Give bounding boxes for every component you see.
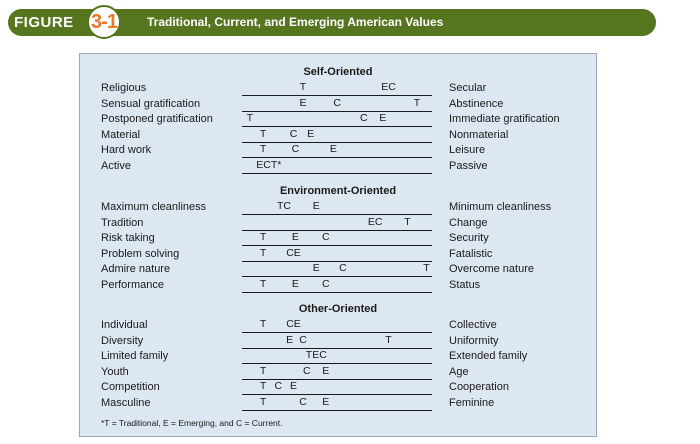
- value-scale-line: [242, 247, 432, 262]
- scale-marker: EC: [381, 81, 396, 93]
- scale-marker: T: [259, 380, 267, 392]
- value-scale-line: [242, 81, 432, 96]
- value-scale-line: [242, 262, 432, 277]
- left-value-label: Material: [101, 128, 141, 141]
- value-scale-line: [242, 231, 432, 246]
- left-value-label: Postponed gratification: [101, 113, 213, 125]
- right-value-label: Change: [449, 216, 488, 229]
- right-value-label: Fatalistic: [449, 247, 493, 260]
- right-value-label: Secular: [449, 82, 487, 94]
- scale-marker: C: [333, 96, 341, 109]
- right-value-label: Cooperation: [449, 381, 509, 393]
- scale-marker: C: [299, 333, 307, 346]
- right-value-label: Status: [449, 278, 481, 291]
- scale-marker: C: [291, 143, 300, 155]
- right-value-label: Overcome nature: [449, 263, 534, 275]
- right-value-label: Age: [449, 365, 469, 378]
- right-value-label: Abstinence: [449, 97, 504, 110]
- value-scale-line: [242, 200, 432, 215]
- left-value-label: Religious: [101, 82, 147, 94]
- right-value-label: Extended family: [449, 350, 528, 362]
- scale-marker: EC: [367, 215, 383, 228]
- left-value-label: Competition: [101, 381, 160, 393]
- scale-marker: T: [385, 333, 392, 346]
- scale-marker: E: [379, 112, 387, 124]
- scale-marker: E: [312, 200, 320, 212]
- figure-label: FIGURE: [14, 14, 74, 31]
- left-value-label: Performance: [101, 278, 164, 291]
- scale-marker: E: [329, 143, 337, 155]
- left-value-label: Individual: [101, 319, 148, 331]
- right-value-label: Security: [449, 232, 489, 244]
- value-scale-line: [242, 216, 432, 231]
- scale-marker: C: [322, 277, 330, 290]
- left-value-label: Limited family: [101, 350, 169, 362]
- section-title: Environment-Oriented: [279, 185, 397, 197]
- scale-marker: C: [303, 364, 311, 377]
- scale-marker: T: [259, 231, 267, 243]
- right-value-label: Passive: [449, 159, 488, 172]
- value-scale-line: [242, 396, 432, 411]
- scale-marker: T: [259, 127, 267, 140]
- left-value-label: Problem solving: [101, 247, 180, 260]
- scale-marker: CE: [286, 246, 301, 259]
- scale-marker: C: [339, 262, 347, 274]
- scale-marker: E: [289, 380, 298, 392]
- scale-marker: TEC: [305, 349, 327, 361]
- left-value-label: Tradition: [101, 216, 144, 229]
- section-title: Other-Oriented: [298, 303, 378, 315]
- value-scale-line: [242, 318, 432, 333]
- left-value-label: Masculine: [101, 396, 151, 409]
- value-scale-line: [242, 334, 432, 349]
- right-value-label: Uniformity: [449, 334, 499, 347]
- scale-marker: E: [312, 262, 320, 274]
- scale-marker: T: [413, 96, 421, 109]
- scale-marker: T: [299, 81, 307, 93]
- right-value-label: Collective: [449, 319, 497, 331]
- value-scale-line: [242, 112, 432, 127]
- scale-marker: C: [322, 231, 330, 243]
- scale-marker: E: [322, 364, 330, 377]
- value-scale-line: [242, 365, 432, 380]
- figure-number-badge: [87, 5, 121, 39]
- value-scale-line: [242, 97, 432, 112]
- scale-marker: T: [423, 262, 430, 274]
- scale-marker: E: [307, 127, 315, 140]
- scale-marker: E: [322, 395, 330, 408]
- figure-number: 3-1: [91, 11, 117, 33]
- right-value-label: Nonmaterial: [449, 128, 509, 141]
- figure-title: Traditional, Current, and Emerging American Values: [147, 15, 444, 29]
- scale-marker: T: [259, 318, 267, 330]
- scale-marker: T: [259, 277, 267, 290]
- left-value-label: Active: [101, 159, 131, 172]
- scale-marker: E: [291, 277, 299, 290]
- value-scale-line: [242, 159, 432, 174]
- scale-marker: E: [286, 333, 294, 346]
- values-table-panel: [79, 53, 597, 437]
- scale-marker: C: [289, 127, 298, 140]
- scale-marker: C: [274, 380, 283, 392]
- right-value-label: Leisure: [449, 144, 486, 156]
- footnote: *T = Traditional, E = Emerging, and C = Current.: [101, 418, 283, 428]
- left-value-label: Sensual gratification: [101, 97, 201, 110]
- scale-marker: E: [299, 96, 307, 109]
- scale-marker: C: [360, 112, 368, 124]
- value-scale-line: [242, 278, 432, 293]
- left-value-label: Diversity: [101, 334, 144, 347]
- value-scale-line: [242, 143, 432, 158]
- value-scale-line: [242, 380, 432, 395]
- right-value-label: Minimum cleanliness: [449, 201, 552, 213]
- left-value-label: Risk taking: [101, 232, 155, 244]
- scale-marker: C: [299, 395, 307, 408]
- left-value-label: Maximum cleanliness: [101, 201, 207, 213]
- scale-marker: T: [259, 246, 267, 259]
- section-title: Self-Oriented: [303, 66, 373, 78]
- scale-marker: CE: [286, 318, 301, 330]
- scale-marker: T: [259, 364, 267, 377]
- scale-marker: T: [404, 215, 411, 228]
- value-scale-line: [242, 349, 432, 364]
- right-value-label: Feminine: [449, 396, 495, 409]
- left-value-label: Hard work: [101, 144, 152, 156]
- scale-marker: T: [259, 395, 267, 408]
- value-scale-line: [242, 128, 432, 143]
- left-value-label: Youth: [101, 365, 129, 378]
- right-value-label: Immediate gratification: [449, 113, 560, 125]
- scale-marker: TC: [277, 200, 291, 212]
- scale-marker: T: [259, 143, 267, 155]
- scale-marker: T: [246, 112, 254, 124]
- scale-marker: ECT*: [256, 158, 282, 171]
- scale-marker: E: [291, 231, 299, 243]
- left-value-label: Admire nature: [101, 263, 171, 275]
